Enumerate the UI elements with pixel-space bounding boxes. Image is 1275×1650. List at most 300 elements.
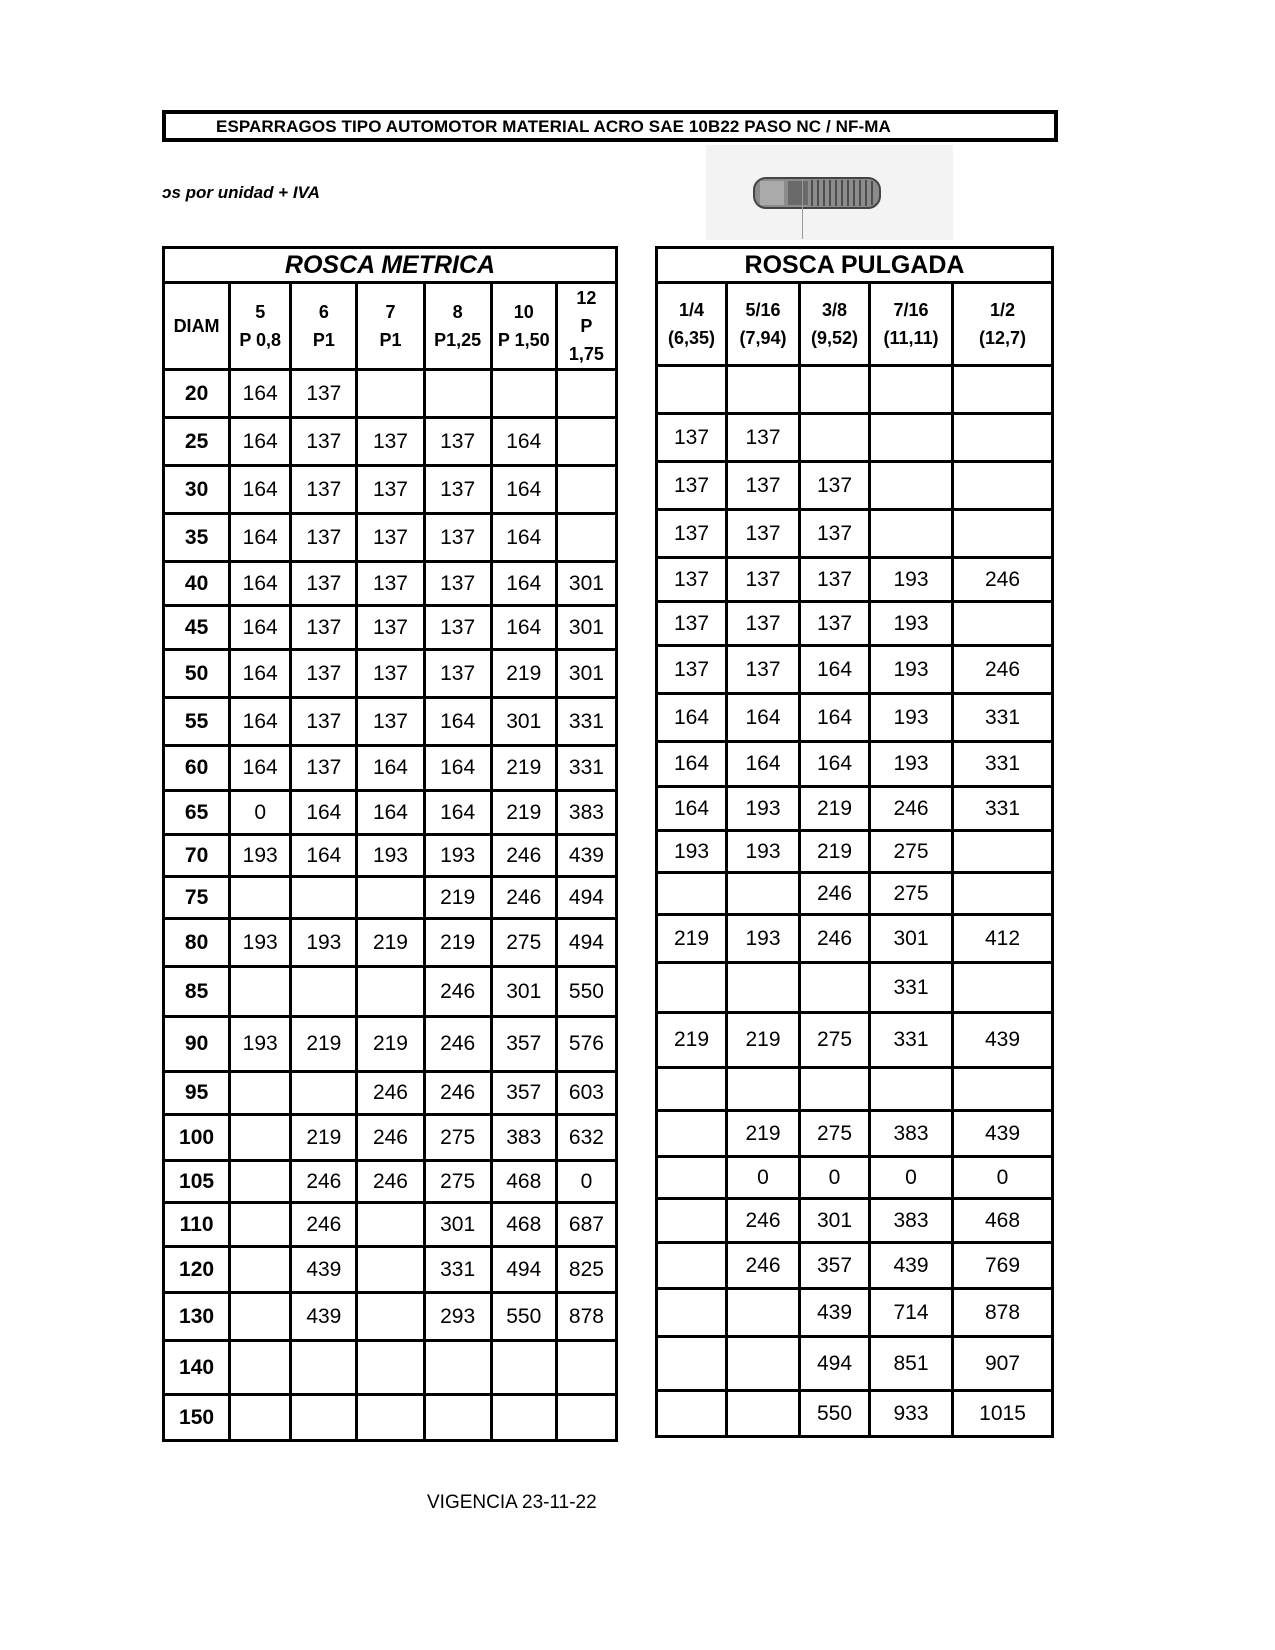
price-cell xyxy=(953,963,1053,1013)
price-cell xyxy=(727,873,800,915)
price-cell: 439 xyxy=(556,835,616,877)
price-cell xyxy=(556,1395,616,1441)
diam-cell: 105 xyxy=(164,1161,230,1203)
price-cell: 246 xyxy=(424,1072,491,1115)
page-title: ESPARRAGOS TIPO AUTOMOTOR MATERIAL ACRO SAE 10B22 PASO NC / NF-MA xyxy=(216,117,891,136)
diam-cell: 110 xyxy=(164,1203,230,1247)
price-cell: 137 xyxy=(657,510,727,558)
column-header-line: 5 xyxy=(255,302,266,322)
table-row xyxy=(164,606,617,650)
table-row xyxy=(164,1395,617,1441)
table-row xyxy=(657,1068,1053,1111)
table-row xyxy=(657,1199,1053,1243)
price-cell: 275 xyxy=(870,831,953,873)
price-cell xyxy=(230,1161,291,1203)
diam-cell: 55 xyxy=(164,698,230,746)
price-cell: 383 xyxy=(870,1199,953,1243)
price-cell: 164 xyxy=(291,835,357,877)
price-cell: 331 xyxy=(424,1247,491,1293)
table-row xyxy=(164,1115,617,1161)
price-cell: 137 xyxy=(800,558,870,602)
price-cell: 137 xyxy=(424,606,491,650)
price-cell: 219 xyxy=(491,746,556,791)
price-cell: 219 xyxy=(424,877,491,919)
inch-header-row xyxy=(657,283,1053,366)
price-cell: 137 xyxy=(291,606,357,650)
price-cell: 851 xyxy=(870,1337,953,1391)
price-cell xyxy=(556,466,616,514)
price-cell: 137 xyxy=(800,462,870,510)
column-header-line: P 0,8 xyxy=(239,330,282,350)
price-cell xyxy=(800,963,870,1013)
price-cell xyxy=(953,873,1053,915)
price-cell: 164 xyxy=(230,562,291,606)
price-cell: 219 xyxy=(800,787,870,831)
table-row xyxy=(164,1247,617,1293)
column-header-line: 12 xyxy=(576,288,597,308)
price-cell: 164 xyxy=(424,746,491,791)
table-row xyxy=(657,873,1053,915)
price-cell: 219 xyxy=(727,1013,800,1068)
price-cell xyxy=(491,1395,556,1441)
metric-title-row xyxy=(164,248,617,283)
price-cell: 357 xyxy=(800,1243,870,1289)
price-cell: 468 xyxy=(953,1199,1053,1243)
price-cell xyxy=(657,1289,727,1337)
price-cell: 219 xyxy=(657,1013,727,1068)
price-cell xyxy=(657,1068,727,1111)
column-header-line: (12,7) xyxy=(979,328,1027,348)
price-cell: 246 xyxy=(424,1017,491,1072)
price-cell xyxy=(657,963,727,1013)
table-row xyxy=(164,1161,617,1203)
price-cell: 193 xyxy=(291,919,357,967)
inch-column-header xyxy=(657,283,727,366)
price-cell: 494 xyxy=(491,1247,556,1293)
price-cell xyxy=(357,1203,424,1247)
diam-cell: 35 xyxy=(164,514,230,562)
price-cell: 164 xyxy=(230,466,291,514)
price-cell: 164 xyxy=(230,746,291,791)
diam-cell: 85 xyxy=(164,967,230,1017)
table-row xyxy=(657,742,1053,787)
column-header-line: (9,52) xyxy=(810,328,859,348)
price-cell: 301 xyxy=(556,562,616,606)
diam-cell: 25 xyxy=(164,418,230,466)
price-cell xyxy=(556,370,616,418)
price-cell xyxy=(727,366,800,414)
price-cell xyxy=(230,1247,291,1293)
price-cell xyxy=(800,366,870,414)
price-cell xyxy=(357,967,424,1017)
inch-thread-table xyxy=(655,246,1054,1438)
price-cell xyxy=(424,370,491,418)
table-row xyxy=(657,462,1053,510)
table-row xyxy=(164,1293,617,1341)
price-cell: 275 xyxy=(491,919,556,967)
table-row xyxy=(164,1072,617,1115)
price-cell: 193 xyxy=(657,831,727,873)
column-header-line: 3/8 xyxy=(821,300,848,320)
price-cell xyxy=(291,1341,357,1395)
price-cell: 331 xyxy=(556,746,616,791)
price-cell: 164 xyxy=(657,742,727,787)
price-cell: 164 xyxy=(230,418,291,466)
price-cell: 137 xyxy=(291,698,357,746)
price-cell: 550 xyxy=(800,1391,870,1437)
price-cell xyxy=(727,1391,800,1437)
price-cell xyxy=(230,967,291,1017)
price-cell: 219 xyxy=(357,919,424,967)
price-cell: 219 xyxy=(424,919,491,967)
diam-cell: 30 xyxy=(164,466,230,514)
price-cell: 137 xyxy=(800,602,870,646)
price-cell: 301 xyxy=(491,967,556,1017)
price-cell xyxy=(556,418,616,466)
price-cell: 137 xyxy=(727,558,800,602)
price-cell xyxy=(657,1111,727,1157)
price-cell: 164 xyxy=(230,606,291,650)
price-cell: 164 xyxy=(727,694,800,742)
price-cell: 137 xyxy=(291,418,357,466)
diam-header: DIAM xyxy=(164,283,230,370)
price-cell: 137 xyxy=(424,466,491,514)
price-cell: 0 xyxy=(953,1157,1053,1199)
price-cell: 275 xyxy=(870,873,953,915)
table-row xyxy=(657,558,1053,602)
inch-column-header xyxy=(727,283,800,366)
price-cell xyxy=(291,1072,357,1115)
price-cell xyxy=(727,1068,800,1111)
price-cell: 439 xyxy=(953,1111,1053,1157)
price-cell: 714 xyxy=(870,1289,953,1337)
price-cell: 357 xyxy=(491,1072,556,1115)
price-cell xyxy=(657,1199,727,1243)
price-cell: 193 xyxy=(870,742,953,787)
price-cell xyxy=(657,1391,727,1437)
table-row xyxy=(657,1111,1053,1157)
price-cell: 137 xyxy=(657,558,727,602)
column-header-line: 1/2 xyxy=(990,300,1016,320)
price-cell: 383 xyxy=(491,1115,556,1161)
price-cell xyxy=(800,1068,870,1111)
price-cell: 331 xyxy=(953,787,1053,831)
price-cell: 164 xyxy=(491,466,556,514)
price-cell: 137 xyxy=(357,606,424,650)
price-cell: 878 xyxy=(953,1289,1053,1337)
price-cell: 246 xyxy=(491,877,556,919)
table-row xyxy=(657,602,1053,646)
price-cell: 275 xyxy=(424,1161,491,1203)
price-cell: 137 xyxy=(727,462,800,510)
table-row xyxy=(657,646,1053,694)
metric-header-row xyxy=(164,283,617,370)
price-cell: 164 xyxy=(230,514,291,562)
price-cell: 137 xyxy=(424,650,491,698)
price-cell: 246 xyxy=(800,873,870,915)
price-cell: 246 xyxy=(870,787,953,831)
price-cell xyxy=(953,366,1053,414)
price-cell: 137 xyxy=(291,650,357,698)
price-cell: 0 xyxy=(230,791,291,835)
price-cell: 193 xyxy=(424,835,491,877)
price-cell: 246 xyxy=(727,1199,800,1243)
price-cell: 439 xyxy=(291,1247,357,1293)
price-cell: 219 xyxy=(357,1017,424,1072)
price-cell: 468 xyxy=(491,1161,556,1203)
column-header-line: 7 xyxy=(385,302,396,322)
metric-column-header xyxy=(491,283,556,370)
price-cell xyxy=(230,1395,291,1441)
price-cell: 137 xyxy=(424,514,491,562)
price-cell xyxy=(953,414,1053,462)
price-note: ɔs por unidad + IVA xyxy=(162,183,320,202)
price-cell xyxy=(357,1341,424,1395)
price-cell xyxy=(657,1243,727,1289)
price-cell: 193 xyxy=(230,1017,291,1072)
price-cell xyxy=(953,602,1053,646)
diam-cell: 140 xyxy=(164,1341,230,1395)
table-row xyxy=(164,514,617,562)
price-cell: 301 xyxy=(424,1203,491,1247)
price-cell xyxy=(291,877,357,919)
price-cell xyxy=(870,1068,953,1111)
table-row xyxy=(657,1243,1053,1289)
column-header-line: P xyxy=(580,316,593,336)
diam-cell: 70 xyxy=(164,835,230,877)
price-cell: 164 xyxy=(491,562,556,606)
price-cell xyxy=(230,1203,291,1247)
diam-cell: 65 xyxy=(164,791,230,835)
price-cell xyxy=(357,370,424,418)
metric-column-header xyxy=(291,283,357,370)
price-cell: 164 xyxy=(491,514,556,562)
price-cell: 246 xyxy=(800,915,870,963)
price-cell xyxy=(291,1395,357,1441)
price-cell: 0 xyxy=(727,1157,800,1199)
price-cell xyxy=(870,462,953,510)
price-cell: 0 xyxy=(556,1161,616,1203)
diam-cell: 20 xyxy=(164,370,230,418)
price-cell: 164 xyxy=(800,646,870,694)
price-cell xyxy=(953,510,1053,558)
table-row xyxy=(657,414,1053,462)
table-row xyxy=(164,1341,617,1395)
price-cell: 412 xyxy=(953,915,1053,963)
price-cell: 878 xyxy=(556,1293,616,1341)
diam-cell: 100 xyxy=(164,1115,230,1161)
price-cell: 164 xyxy=(491,606,556,650)
price-cell: 246 xyxy=(357,1115,424,1161)
column-header-line: 10 xyxy=(513,302,534,322)
price-cell: 164 xyxy=(800,694,870,742)
price-cell: 193 xyxy=(357,835,424,877)
price-cell xyxy=(657,1157,727,1199)
diam-cell: 130 xyxy=(164,1293,230,1341)
price-cell: 246 xyxy=(953,646,1053,694)
table-row xyxy=(164,1017,617,1072)
table-row xyxy=(657,831,1053,873)
column-header-line: P1 xyxy=(312,330,335,350)
price-cell: 246 xyxy=(727,1243,800,1289)
price-cell xyxy=(357,1293,424,1341)
price-cell: 331 xyxy=(556,698,616,746)
table-row xyxy=(657,1391,1053,1437)
table-row xyxy=(164,746,617,791)
price-cell: 494 xyxy=(556,877,616,919)
stud-bolt-photo xyxy=(706,145,953,240)
price-cell xyxy=(230,1341,291,1395)
price-cell: 275 xyxy=(800,1013,870,1068)
diam-cell: 75 xyxy=(164,877,230,919)
price-cell: 301 xyxy=(556,650,616,698)
table-row xyxy=(164,835,617,877)
price-cell: 164 xyxy=(657,694,727,742)
photo-marker-line xyxy=(802,179,803,239)
price-cell: 1015 xyxy=(953,1391,1053,1437)
price-cell: 137 xyxy=(657,646,727,694)
price-cell: 137 xyxy=(657,602,727,646)
price-cell xyxy=(357,877,424,919)
price-cell: 439 xyxy=(291,1293,357,1341)
price-cell: 193 xyxy=(870,558,953,602)
column-header-line: 1,75 xyxy=(568,344,604,364)
price-cell: 246 xyxy=(491,835,556,877)
table-row xyxy=(657,915,1053,963)
price-cell: 907 xyxy=(953,1337,1053,1391)
column-header-line: P 1,50 xyxy=(497,330,550,350)
column-header-line: (11,11) xyxy=(883,328,939,348)
price-cell: 164 xyxy=(424,698,491,746)
price-cell xyxy=(291,967,357,1017)
price-cell: 331 xyxy=(953,694,1053,742)
price-cell: 137 xyxy=(727,646,800,694)
metric-column-header xyxy=(556,283,616,370)
table-row xyxy=(657,694,1053,742)
price-cell: 219 xyxy=(727,1111,800,1157)
metric-section-title: ROSCA METRICA xyxy=(164,248,617,283)
table-row xyxy=(164,418,617,466)
price-cell xyxy=(657,366,727,414)
price-cell: 439 xyxy=(870,1243,953,1289)
price-cell xyxy=(230,1293,291,1341)
price-cell: 164 xyxy=(230,370,291,418)
price-cell xyxy=(556,1341,616,1395)
table-row xyxy=(657,366,1053,414)
inch-section-title: ROSCA PULGADA xyxy=(657,248,1053,283)
table-row xyxy=(164,370,617,418)
price-cell: 137 xyxy=(291,562,357,606)
price-cell: 164 xyxy=(727,742,800,787)
table-row xyxy=(164,650,617,698)
column-header-line: 8 xyxy=(452,302,463,322)
price-cell: 769 xyxy=(953,1243,1053,1289)
price-cell: 137 xyxy=(291,746,357,791)
price-cell: 494 xyxy=(800,1337,870,1391)
table-row xyxy=(657,510,1053,558)
price-cell: 219 xyxy=(657,915,727,963)
price-cell xyxy=(230,877,291,919)
price-cell: 137 xyxy=(357,466,424,514)
price-cell: 0 xyxy=(800,1157,870,1199)
metric-column-header xyxy=(230,283,291,370)
price-cell: 137 xyxy=(727,510,800,558)
price-cell: 193 xyxy=(870,602,953,646)
price-cell: 219 xyxy=(291,1017,357,1072)
price-cell: 246 xyxy=(291,1161,357,1203)
table-row xyxy=(657,1289,1053,1337)
price-cell: 687 xyxy=(556,1203,616,1247)
price-cell xyxy=(953,462,1053,510)
price-cell: 246 xyxy=(357,1161,424,1203)
price-cell: 301 xyxy=(800,1199,870,1243)
price-cell: 468 xyxy=(491,1203,556,1247)
inch-column-header xyxy=(870,283,953,366)
price-cell: 219 xyxy=(491,650,556,698)
diam-cell: 95 xyxy=(164,1072,230,1115)
price-cell: 193 xyxy=(727,915,800,963)
validity-date: VIGENCIA 23-11-22 xyxy=(427,1492,597,1513)
price-cell: 137 xyxy=(291,466,357,514)
price-cell: 219 xyxy=(491,791,556,835)
diam-cell: 50 xyxy=(164,650,230,698)
price-cell: 331 xyxy=(870,1013,953,1068)
price-cell xyxy=(727,1337,800,1391)
price-cell: 137 xyxy=(657,414,727,462)
price-cell: 137 xyxy=(800,510,870,558)
price-cell: 933 xyxy=(870,1391,953,1437)
diam-cell: 150 xyxy=(164,1395,230,1441)
table-row xyxy=(164,1203,617,1247)
price-cell: 137 xyxy=(357,650,424,698)
price-cell xyxy=(727,1289,800,1337)
price-cell: 193 xyxy=(870,646,953,694)
price-cell: 137 xyxy=(727,414,800,462)
price-cell: 137 xyxy=(424,418,491,466)
price-cell: 193 xyxy=(727,787,800,831)
diam-cell: 45 xyxy=(164,606,230,650)
table-row xyxy=(164,466,617,514)
price-cell xyxy=(230,1115,291,1161)
diam-cell: 60 xyxy=(164,746,230,791)
price-cell: 439 xyxy=(800,1289,870,1337)
metric-column-header xyxy=(424,283,491,370)
table-row xyxy=(657,1013,1053,1068)
price-cell: 164 xyxy=(291,791,357,835)
price-cell: 246 xyxy=(953,558,1053,602)
diam-cell: 80 xyxy=(164,919,230,967)
price-cell: 219 xyxy=(291,1115,357,1161)
price-cell xyxy=(491,1341,556,1395)
stud-bolt-icon xyxy=(752,172,882,214)
table-row xyxy=(164,877,617,919)
price-cell: 193 xyxy=(727,831,800,873)
table-row xyxy=(164,791,617,835)
price-cell: 219 xyxy=(800,831,870,873)
price-cell: 164 xyxy=(357,746,424,791)
price-cell xyxy=(657,873,727,915)
price-cell xyxy=(727,963,800,1013)
price-cell: 603 xyxy=(556,1072,616,1115)
price-cell: 293 xyxy=(424,1293,491,1341)
price-cell: 383 xyxy=(870,1111,953,1157)
price-cell xyxy=(424,1395,491,1441)
inch-column-header xyxy=(953,283,1053,366)
column-header-line: 7/16 xyxy=(893,300,929,320)
price-cell: 301 xyxy=(556,606,616,650)
price-cell: 164 xyxy=(491,418,556,466)
price-cell xyxy=(357,1395,424,1441)
